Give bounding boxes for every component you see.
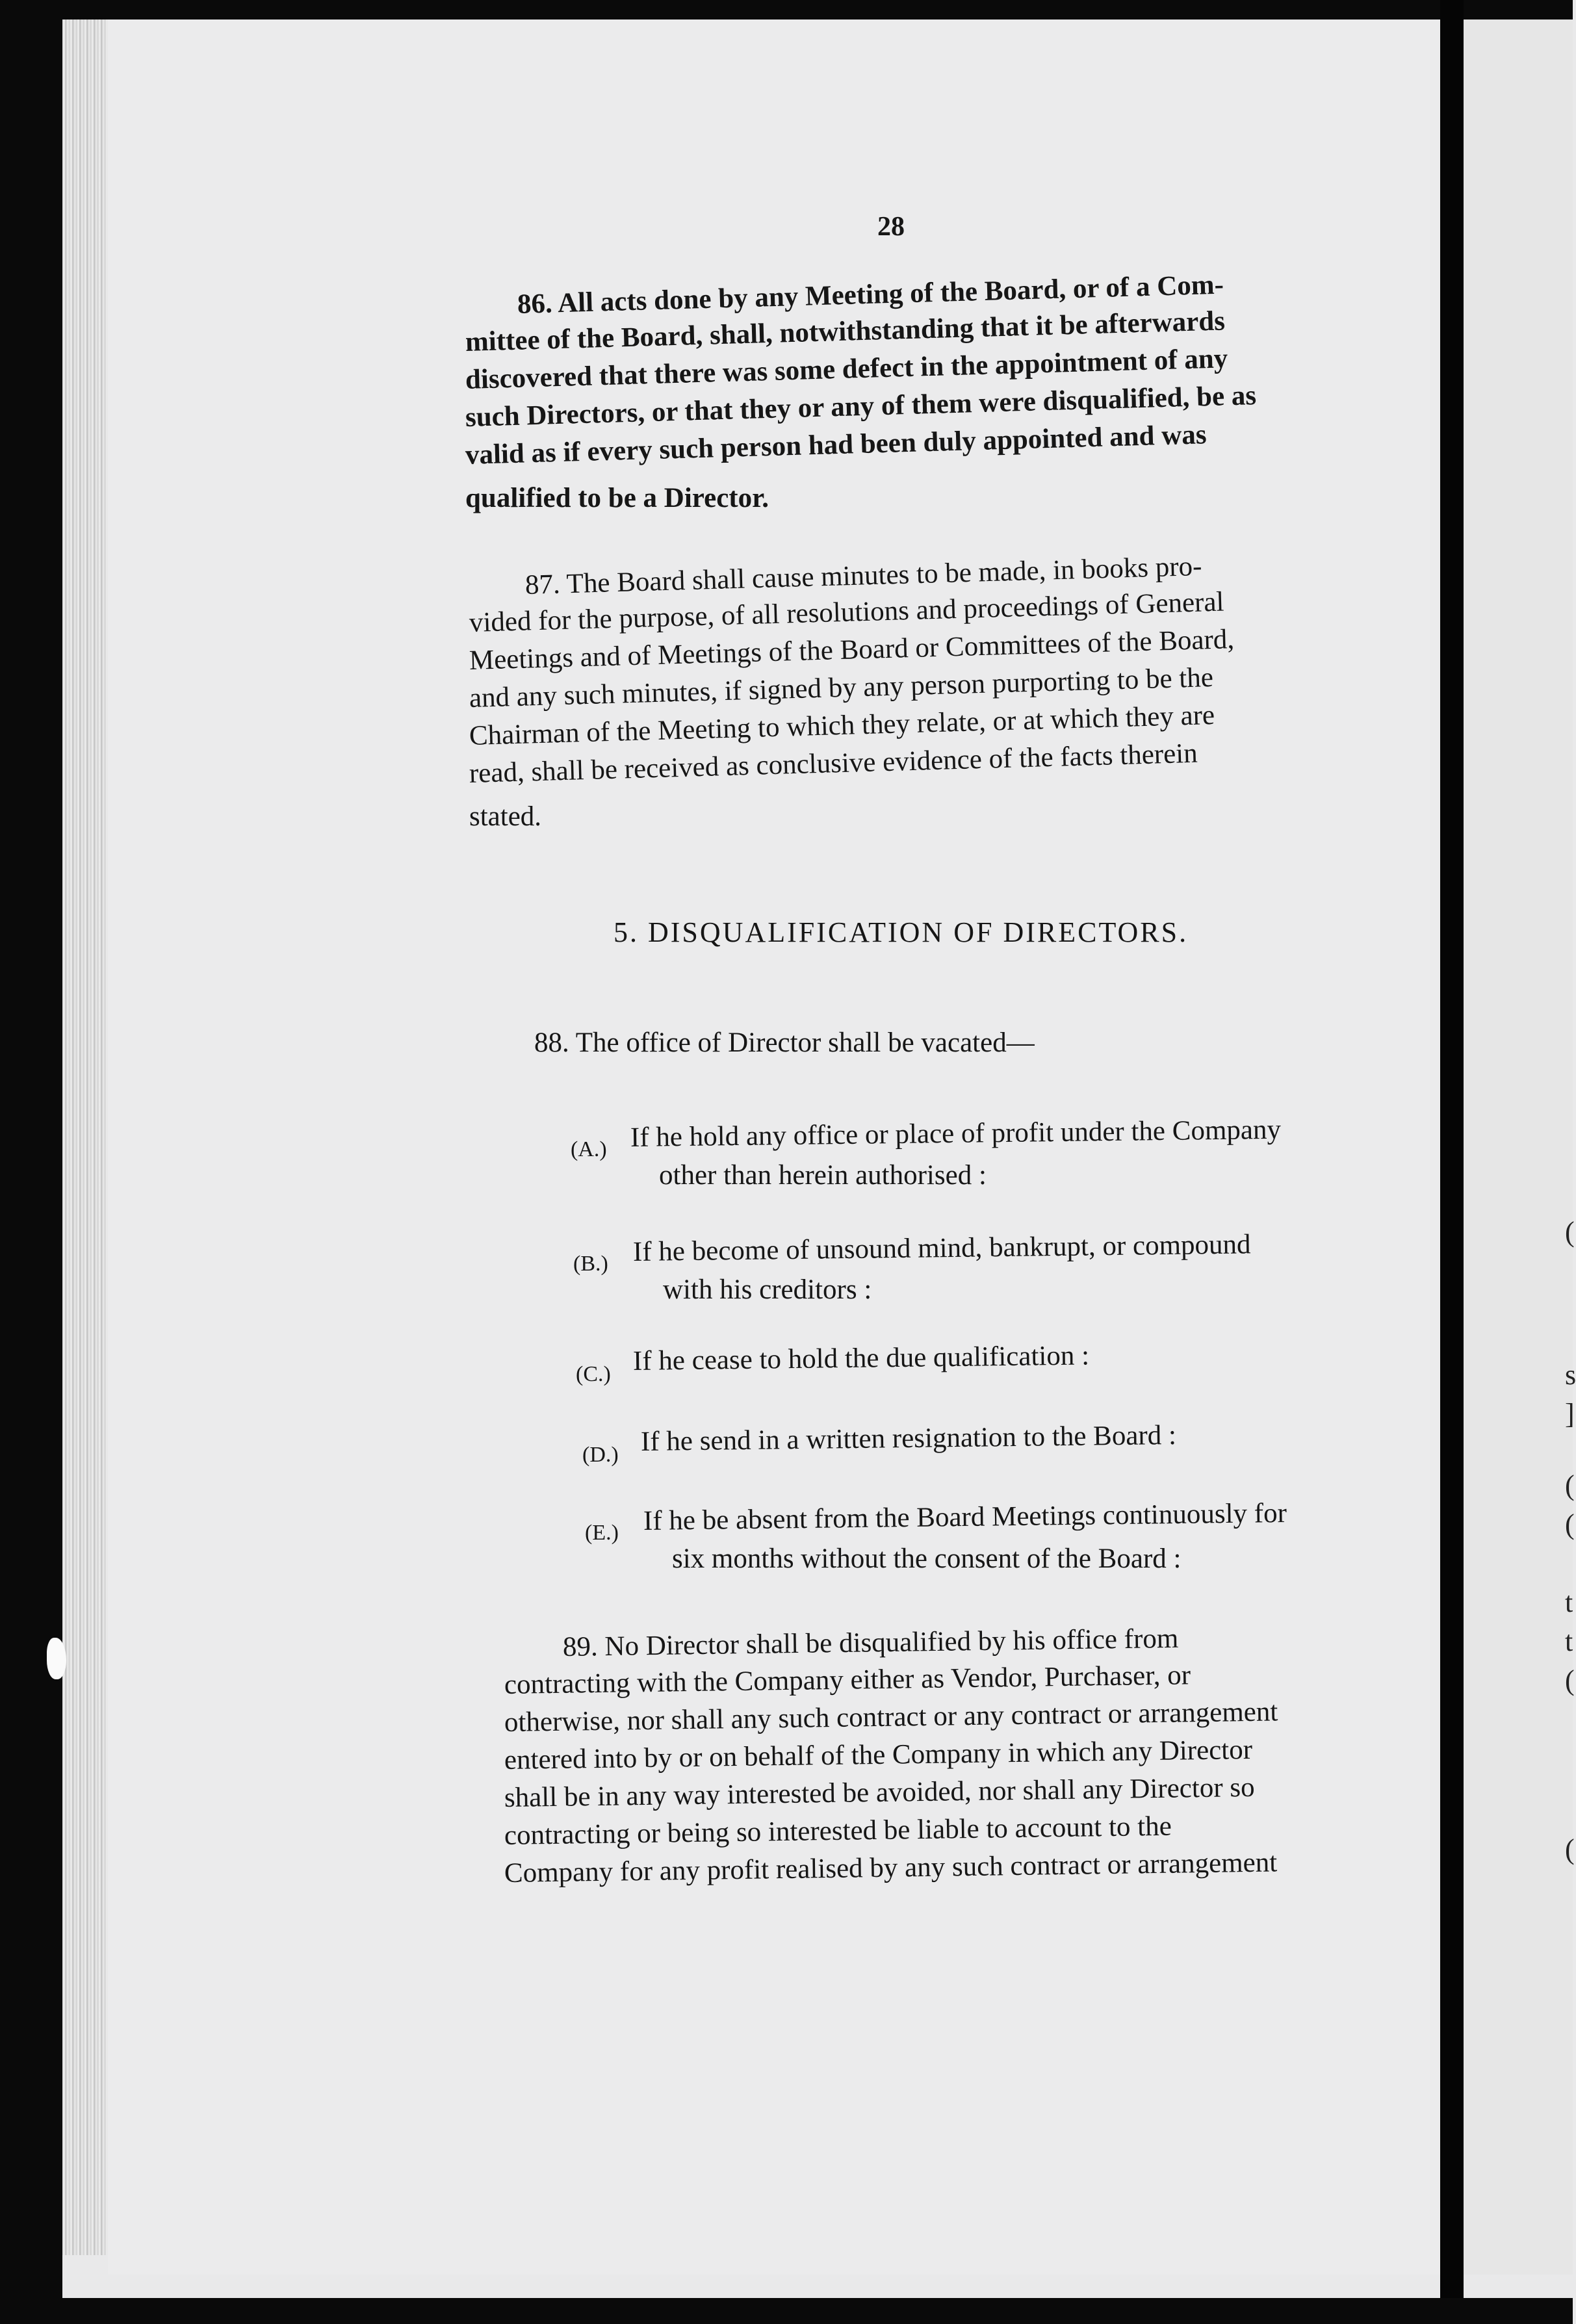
paragraph-line: otherwise, nor shall any such contract or any contract or arrangement [504,1696,1278,1738]
clause-line: other than herein authorised : [659,1160,987,1191]
clause-line: If he hold any office or place of profit under the Company [630,1114,1282,1153]
clause-label: (A.) [571,1137,607,1161]
scan-border-left [0,0,62,2324]
paragraph-line: contracting or being so interested be liable to account to the [504,1811,1172,1851]
paragraph-line: contracting with the Company either as Vendor, Purchaser, or [504,1660,1191,1700]
clause-line: with his creditors : [663,1274,872,1305]
adjacent-page [1464,19,1573,2275]
paragraph-line: Company for any profit realised by any such contract or arrangement [504,1847,1278,1889]
paragraph-line: qualified to be a Director. [465,483,769,513]
clause-line: six months without the consent of the Board : [672,1543,1182,1574]
paragraph-line: read, shall be received as conclusive evidence of the facts therein [469,738,1198,789]
clause-line: If he be absent from the Board Meetings continuously for [643,1497,1287,1536]
paragraph-line: 86. All acts done by any Meeting of the Board, or of a Com- [517,269,1224,320]
paragraph-line: 87. The Board shall cause minutes to be made, in books pro- [524,550,1202,600]
section-heading: 5. DISQUALIFICATION OF DIRECTORS. [614,916,1189,948]
paragraph-line: Meetings and of Meetings of the Board or Committees of the Board, [469,624,1235,676]
page-number: 28 [877,212,905,242]
paragraph-line: such Directors, or that they or any of them were disqualified, be as [465,380,1257,433]
paragraph-line: shall be in any way interested be avoided, nor shall any Director so [504,1772,1255,1813]
clause-line: If he cease to hold the due qualification : [632,1340,1090,1376]
paragraph-line: mittee of the Board, shall, notwithstanding that it be afterwards [465,305,1226,357]
clause-label: (B.) [573,1252,608,1276]
paragraph-line: vided for the purpose, of all resolutions and proceedings of General [469,586,1225,638]
paragraph-line: discovered that there was some defect in the appointment of any [465,343,1228,395]
fragment-letter: ( [1565,1833,1575,1865]
paragraph-line: and any such minutes, if signed by any person purporting to be the [469,662,1214,714]
fragment-letter: ( [1565,1469,1575,1501]
paragraph-line: entered into by or on behalf of the Company in which any Director [504,1734,1253,1775]
book-gutter [1440,0,1464,2324]
fragment-letter: ( [1565,1216,1575,1248]
clause-label: (C.) [576,1362,611,1386]
clause-label: (D.) [582,1443,619,1467]
fragment-letter: ] [1565,1398,1575,1430]
fragment-letter: ( [1565,1508,1575,1540]
paragraph-line: valid as if every such person had been duly appointed and was [465,419,1208,471]
paragraph-line: Chairman of the Meeting to which they relate, or at which they are [469,699,1215,751]
fragment-letter: t [1565,1586,1573,1618]
fragment-letter: s [1565,1359,1576,1391]
page-edge-stack [62,19,108,2255]
paragraph-88-intro: 88. The office of Director shall be vacated— [534,1027,1035,1058]
fragment-letter: ( [1565,1664,1575,1696]
scan-border-bottom [0,2298,1573,2324]
paragraph-line: stated. [469,801,542,832]
clause-line: If he become of unsound mind, bankrupt, or compound [632,1229,1251,1267]
clause-line: If he send in a written resignation to the Board : [640,1419,1177,1457]
clause-label: (E.) [585,1521,619,1545]
paragraph-line: 89. No Director shall be disqualified by his office from [562,1623,1179,1662]
fragment-letter: t [1565,1625,1573,1657]
